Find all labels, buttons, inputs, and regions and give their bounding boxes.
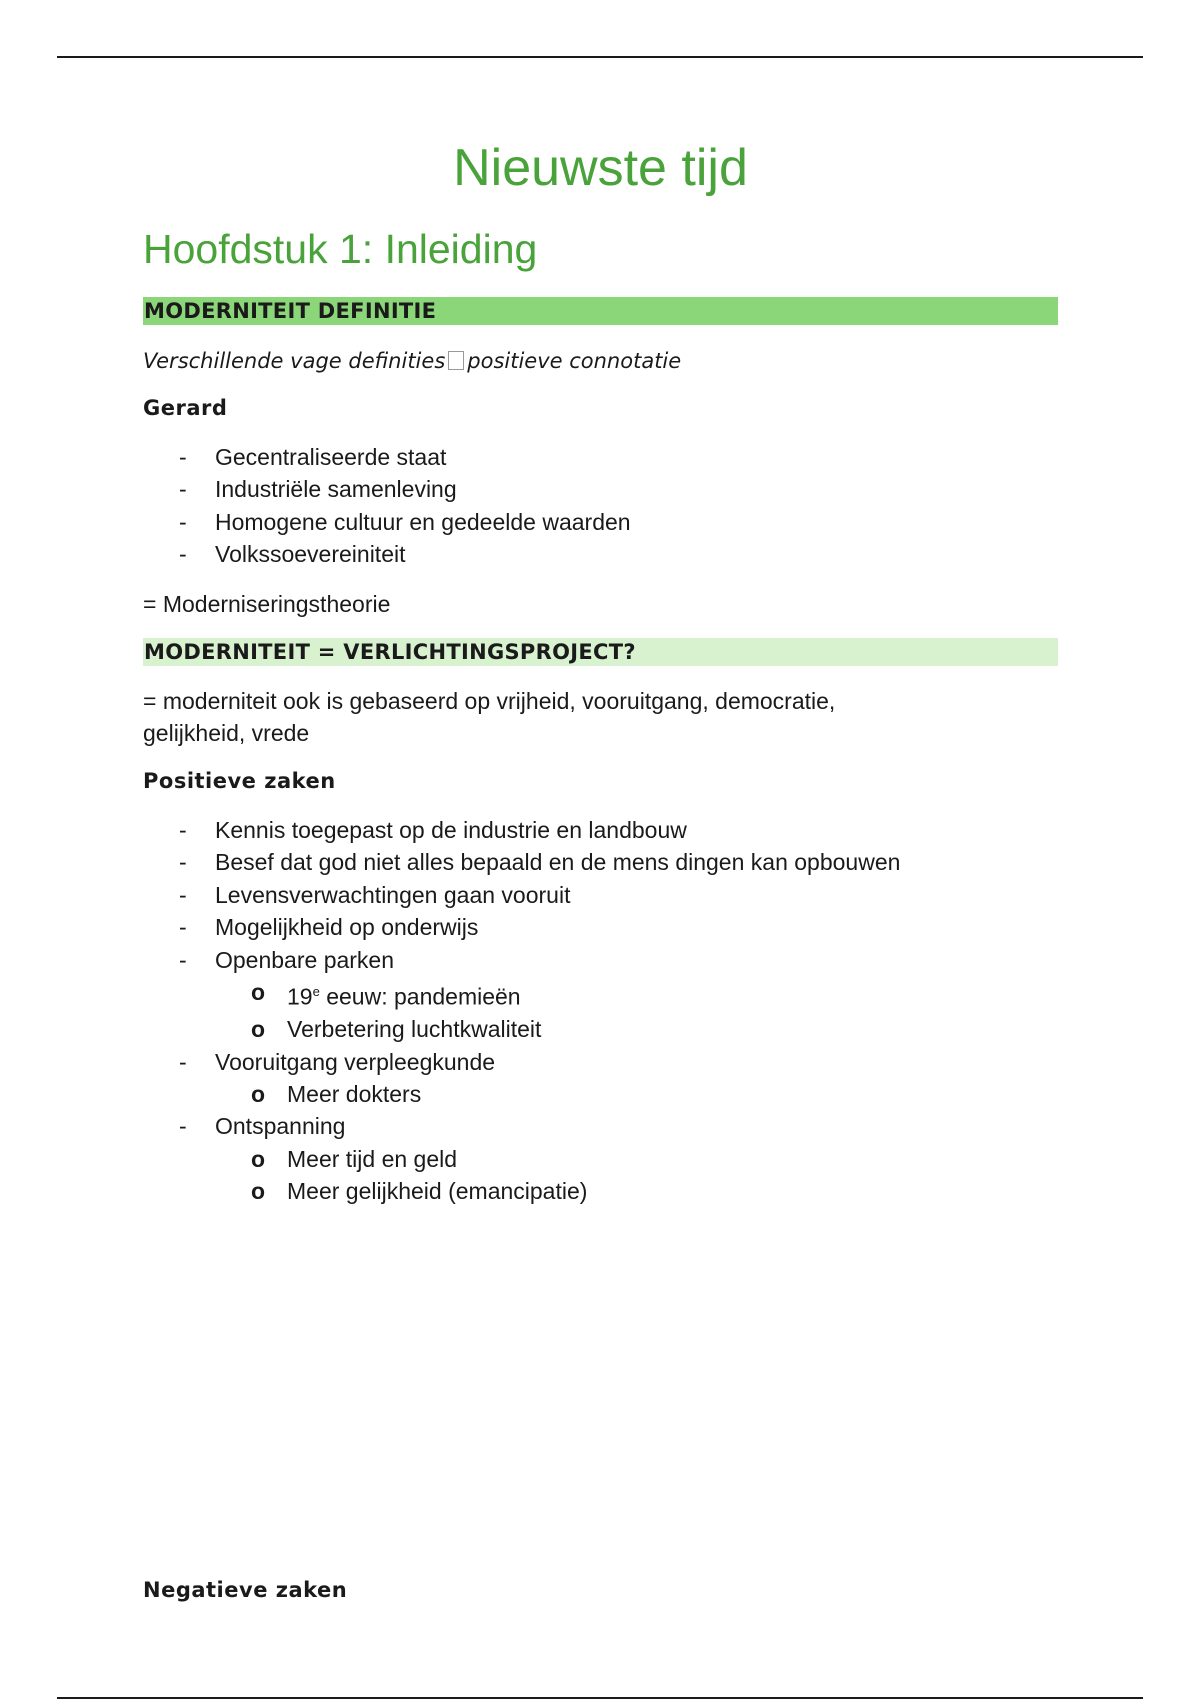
list-item: - Kennis toegepast op de industrie en landbouw bbox=[179, 817, 687, 843]
sublist-item: o Meer dokters bbox=[251, 1080, 422, 1107]
sublist bbox=[251, 976, 900, 1045]
list-item: - Openbare parken o 19e eeuw: pandemieën o Verbetering luchtkwaliteit bbox=[179, 944, 900, 1046]
intro-left: Verschillende vage definities bbox=[143, 349, 446, 373]
sublist bbox=[251, 1143, 900, 1208]
document-title: Nieuwste tijd bbox=[453, 139, 748, 197]
list-item: - Besef dat god niet alles bepaald en de mens dingen kan opbouwen bbox=[179, 849, 901, 876]
list-item: - Volkssoevereiniteit bbox=[179, 541, 406, 568]
list-item: - Gecentraliseerde staat bbox=[179, 444, 447, 470]
subhead-negatieve-zaken: Negatieve zaken bbox=[143, 1578, 348, 1602]
list-item: - Industriële samenleving bbox=[179, 476, 457, 503]
list-item: - Mogelijkheid op onderwijs bbox=[179, 914, 479, 941]
list-item: - Ontspanning o Meer tijd en geld o Meer gelijkheid (emancipatie) bbox=[179, 1110, 900, 1207]
intro-right: positieve connotatie bbox=[467, 349, 682, 373]
sublist-item: o Meer gelijkheid (emancipatie) bbox=[251, 1178, 588, 1205]
sublist-item: o Verbetering luchtkwaliteit bbox=[251, 1016, 542, 1043]
positive-list bbox=[179, 814, 900, 1208]
gerard-list bbox=[179, 441, 631, 571]
section-band-definitie: MODERNITEIT DEFINITIE bbox=[143, 297, 1058, 325]
list-item: - Vooruitgang verpleegkunde o Meer dokters bbox=[179, 1046, 900, 1111]
list-item: - Homogene cultuur en gedeelde waarden bbox=[179, 508, 631, 535]
verlichting-text: = moderniteit ook is gebaseerd op vrijheid, vooruitgang, democratie, gelijkheid, vrede bbox=[143, 688, 836, 746]
sublist bbox=[251, 1078, 900, 1110]
sublist-item: o Meer tijd en geld bbox=[251, 1145, 458, 1172]
theory-conclusion: = Moderniseringstheorie bbox=[143, 591, 391, 617]
sublist-item: o 19e eeuw: pandemieën bbox=[251, 979, 521, 1010]
subhead-positieve-zaken: Positieve zaken bbox=[143, 769, 336, 793]
top-rule bbox=[57, 56, 1143, 58]
definition-intro bbox=[143, 345, 681, 377]
missing-glyph-icon bbox=[448, 351, 464, 370]
bottom-rule bbox=[57, 1697, 1143, 1699]
section-band-verlichting: MODERNITEIT = VERLICHTINGSPROJECT? bbox=[143, 638, 1058, 666]
list-item: - Levensverwachtingen gaan vooruit bbox=[179, 881, 571, 908]
subhead-gerard: Gerard bbox=[143, 396, 228, 420]
chapter-heading: Hoofdstuk 1: Inleiding bbox=[143, 226, 538, 272]
